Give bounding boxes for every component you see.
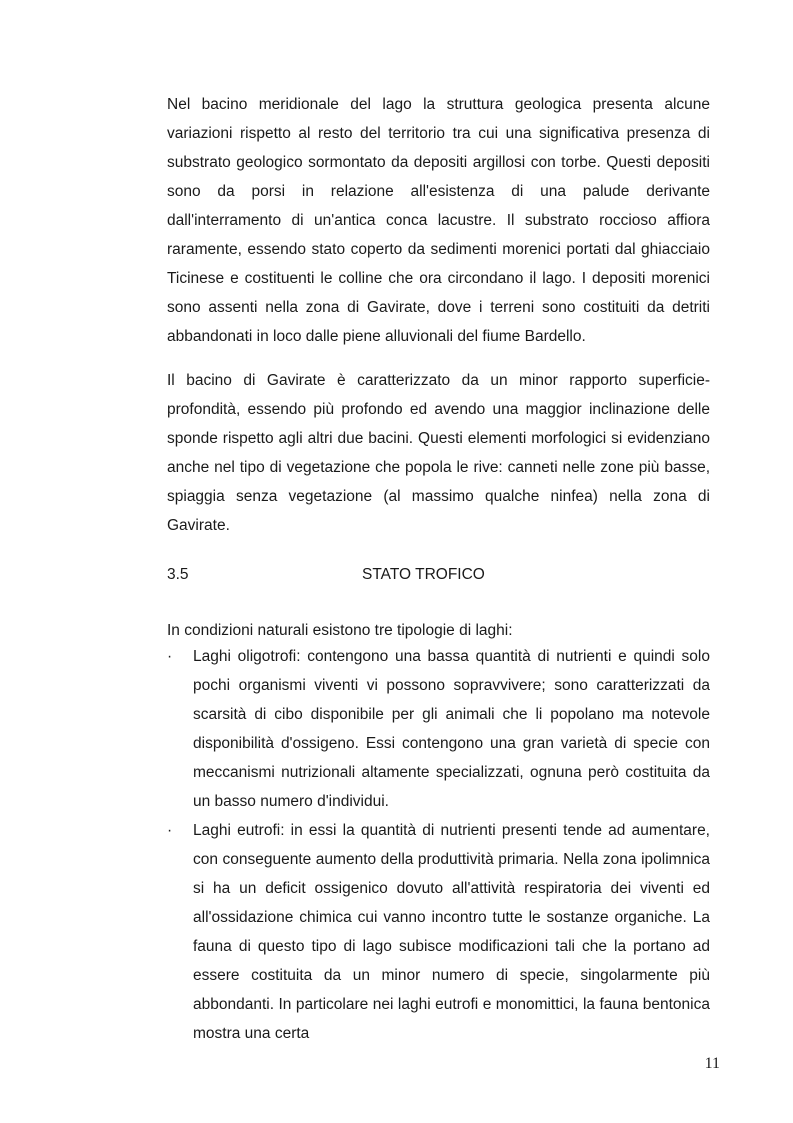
section-title: STATO TROFICO (362, 566, 485, 583)
bullet-icon: · (167, 822, 173, 839)
bullet-icon: · (167, 648, 173, 665)
intro-sentence: In condizioni naturali esistono tre tipologie di laghi: (167, 622, 513, 639)
lake-types-list (167, 642, 710, 1048)
list-item (167, 642, 710, 816)
section-number: 3.5 (167, 566, 189, 583)
paragraph-geology (167, 90, 710, 351)
paragraph-text: Il bacino di Gavirate è caratterizzato da un minor rapporto superficie-profondità, essendo più profondo ed avendo una maggior inclinazione delle sponde rispetto agli altri due bacini. Questi elementi morfologici si evidenziano anche nel tipo di vegetazione che popola le rive: canneti nelle zone più basse, spiaggia senza vegetazione (al massimo qualche ninfea) nella zona di Gavirate. (167, 372, 710, 534)
paragraph-text: Nel bacino meridionale del lago la struttura geologica presenta alcune variazioni rispetto al resto del territorio tra cui una significativa presenza di substrato geologico sormontato da depositi argillosi con torbe. Questi depositi sono da porsi in relazione all'esistenza di una palude derivante dall'interramento di un'antica conca lacustre. Il substrato roccioso affiora raramente, essendo stato coperto da sedimenti morenici portati dal ghiacciaio Ticinese e costituenti le colline che ora circondano il lago. I depositi morenici sono assenti nella zona di Gavirate, dove i terreni sono costituiti da detriti abbandonati in loco dalle piene alluvionali del fiume Bardello. (167, 96, 710, 345)
paragraph-gavirate-basin (167, 366, 710, 540)
list-item (167, 816, 710, 1048)
list-item-text: Laghi eutrofi: in essi la quantità di nutrienti presenti tende ad aumentare, con conseguente aumento della produttività primaria. Nella zona ipolimnica si ha un deficit ossigenico dovuto all'attività respiratoria dei viventi ed all'ossidazione chimica cui vanno incontro tutte le sostanze organiche. La fauna di questo tipo di lago subisce modificazioni tali che la portano ad essere costituita da un minor numero di specie, singolarmente più abbondanti. In particolare nei laghi eutrofi e monomittici, la fauna bentonica mostra una certa (193, 822, 710, 1042)
list-item-text: Laghi oligotrofi: contengono una bassa quantità di nutrienti e quindi solo pochi organismi viventi vi possono sopravvivere; sono caratterizzati da scarsità di cibo disponibile per gli animali che li popolano ma notevole disponibilità d'ossigeno. Essi contengono una gran varietà di specie con meccanismi nutrizionali altamente specializzati, ognuna però costituita da un basso numero d'individui. (193, 648, 710, 810)
page-number: 11 (704, 1055, 720, 1072)
